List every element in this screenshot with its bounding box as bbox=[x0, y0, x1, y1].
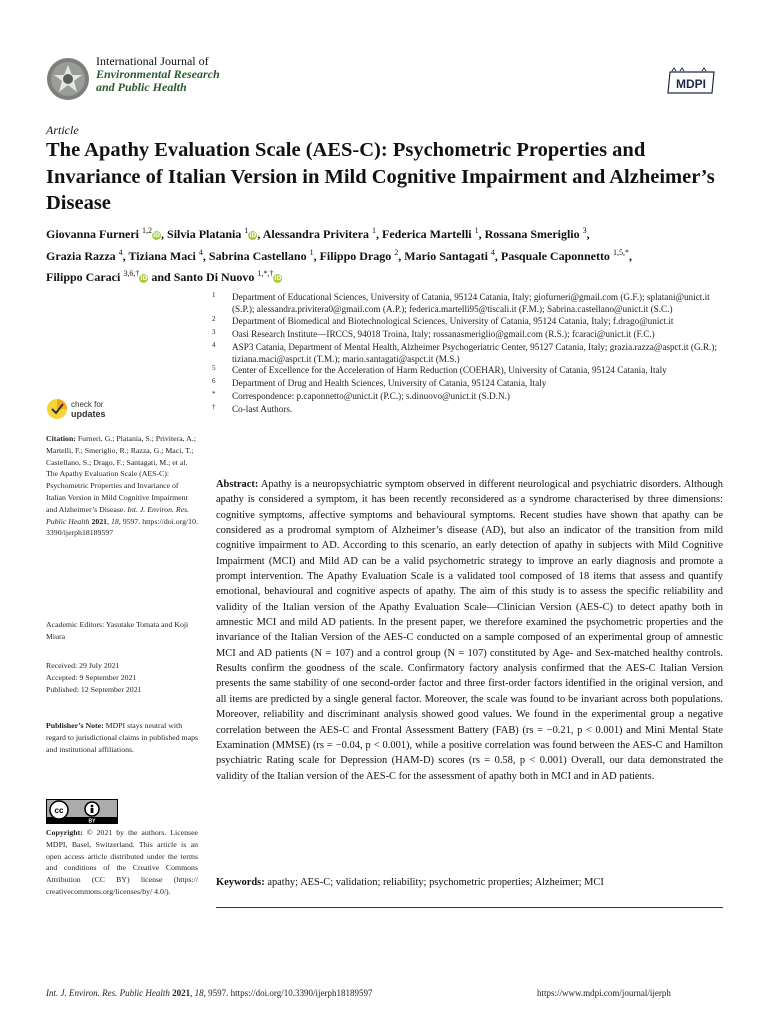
author-name: Rossana Smeriglio bbox=[484, 227, 580, 241]
journal-name bbox=[96, 55, 220, 94]
accepted-date: Accepted: 9 September 2021 bbox=[46, 672, 137, 682]
citation-text: Furneri, G.; Platania, S.; Privitera, A.; Martelli, F.; Smeriglio, R.; Razza, G.; Maci, T.; Castellano, S.; Drago, F.; Santagati, M.; et al. The Apathy Evaluation Scale (AES-C): Psychometric Properties and Invariance of Italian Version in Mild Cognitive Impairment and Alzheimer’s Disease. bbox=[46, 434, 196, 514]
keywords bbox=[216, 876, 723, 890]
footer-volume: 18 bbox=[194, 988, 204, 998]
affiliation-mark: † bbox=[212, 403, 216, 412]
citation-page: 9597. bbox=[122, 516, 141, 526]
affiliation-item bbox=[212, 391, 727, 404]
author-affiliation-marks: 3,6,† bbox=[123, 269, 140, 278]
citation-label: Citation: bbox=[46, 434, 76, 443]
affiliation-text: Department of Drug and Health Sciences, University of Catania, 95124 Catania, Italy bbox=[232, 378, 547, 389]
article-type: Article bbox=[46, 123, 79, 137]
published-date: Published: 12 September 2021 bbox=[46, 684, 142, 694]
affiliation-mark: 2 bbox=[212, 314, 216, 323]
author-affiliation-marks: 2 bbox=[394, 247, 399, 257]
copyright-label: Copyright: bbox=[46, 828, 83, 837]
footer-year: 2021 bbox=[172, 988, 191, 998]
affiliation-text: ASP3 Catania, Department of Mental Health, Alzheimer Psychogeriatric Center, 95127 Catania, Italy; grazia.razza@aspct.it (G.R.); tiziana.maci@aspct.it (T.M.); mario.santagati@aspct.it (M.S.) bbox=[232, 341, 717, 364]
cc-by-label: BY bbox=[88, 818, 96, 824]
author-name: Pasquale Caponnetto bbox=[500, 248, 610, 263]
footer-doi[interactable]: , 9597. https://doi.org/10.3390/ijerph18189597 bbox=[203, 988, 373, 998]
abstract-text: Apathy is a neuropsychiatric symptom observed in different neurological and psychiatric disorders. Although apathy is considered a symptom, it has been recently reconsidered as a syndrome characterised by three dimensions: cognitive symptoms, affective symptoms and behavioural symptoms. Recent studies have shown that apathy can be considered as a prodromal symptom of Alzheimer’s disease (AD), but also an indicator of the transition from mild cognitive impairment to AD. According to this scenario, an early detection of apathy in subjects with Mild Cognitive Impairment (MCI) and Mild AD can be a valid psychometric strategy to improve an early diagnosis and promote a prompt intervention. The Apathy Evaluation Scale is a validated tool composed of 18 items that assess and quantify emotional, behavioural and cognitive aspects of apathy. The aim of this study is to assess the specific reliability and validity of the Italian version of the Apathy Evaluation Scale—Clinician Version (AES-C) to detect apathy both in amnestic MCI and mild AD patients. In the present paper, we therefore examined the psychometric properties and the invariance of the Italian Version of the AES-C conducted on a sample composed of an experimental group of amnestic MCI and AD patients (N = 107) and a control group (N = 107) constituted by Age- and Sex-matched healthy controls. Results confirm the goodness of the scale. Confirmatory factory analysis confirmed that the AES-C Italian Version presents the same stability of one second-order factor and three first-order factors identified in the original version, and all items are predicted by a single general factor. Moreover, the scale was found to be invariant across both populations. Moreover, reliability and discriminant analysis showed good values. We found in the experimental group a negative correlation between the AES-C and Frontal Assessment Battery (FAB) (rs = −0.21, p < 0.001) and Mini Mental State Examination (MMSE) (rs = −0.04, p < 0.001), while a positive correlation was found between the AES-C and Hamilton psychiatric Rating scale for Depression (HAM-D) scores (rs = 0.58, p < 0.001) Overall, our data demonstrated the validity of the Italian version of the AES-C for the assessment of apathy both in MCI and in AD patients. bbox=[216, 479, 723, 782]
author-affiliation-marks: 4 bbox=[118, 247, 123, 257]
check-for-updates-badge[interactable] bbox=[46, 398, 156, 420]
affiliation-item bbox=[212, 342, 727, 366]
keywords-label: Keywords: bbox=[216, 877, 265, 888]
author-name: Filippo Caraci bbox=[46, 270, 121, 284]
author-name: Silvia Platania bbox=[167, 227, 242, 241]
citation-volume: 18 bbox=[110, 516, 119, 526]
paper-title: The Apathy Evaluation Scale (AES-C): Psychometric Properties and Invariance of Italian Version in Mild Cognitive Impairment and Alzheimer’s Disease bbox=[46, 139, 715, 214]
author-affiliation-marks: 1 bbox=[244, 226, 249, 235]
orcid-icon[interactable]: iD bbox=[152, 232, 161, 239]
affiliation-mark: 1 bbox=[212, 291, 216, 299]
author-name: Santo Di Nuovo bbox=[173, 270, 255, 284]
author-name: Giovanna Furneri bbox=[46, 227, 140, 241]
author-affiliation-marks: 4 bbox=[198, 247, 203, 257]
dates-block bbox=[46, 660, 198, 695]
svg-text:cc: cc bbox=[54, 806, 64, 815]
author-name: Sabrina Castellano bbox=[208, 248, 307, 263]
affiliation-text: Co-last Authors. bbox=[232, 404, 293, 415]
author-affiliation-marks: 1,*,† bbox=[257, 269, 274, 278]
author-name: Mario Santagati bbox=[404, 248, 488, 263]
author-name: Grazia Razza bbox=[46, 248, 116, 263]
copyright-block bbox=[46, 827, 198, 898]
editors-text: Academic Editors: Yasutake Tomata and Koji Miura bbox=[46, 620, 189, 641]
citation-year: 2021 bbox=[91, 516, 108, 526]
author-affiliation-marks: 3 bbox=[582, 226, 587, 235]
publisher-note-label: Publisher’s Note: bbox=[46, 721, 104, 730]
affiliation-mark: 5 bbox=[212, 364, 216, 373]
affiliation-text: Department of Educational Sciences, University of Catania, 95124 Catania, Italy; giofurneri@gmail.com (G.F.); splatani@unict.it (S.P.); alessandra.privitera0@gmail.com (A.P.); federica.martelli95@tiscali.it (F.M.); Sabrina.castellano@unict.it (S.C.) bbox=[232, 292, 710, 314]
copyright-text: © 2021 by the authors. Licensee MDPI, Basel, Switzerland. This article is an open access article distributed under the terms and conditions of the Creative Commons Attribution (CC BY) license (https:// creativecommons.org/licenses/by/ 4.0/). bbox=[46, 828, 198, 896]
journal-logo-icon bbox=[46, 57, 90, 101]
citation-block: Citation: Furneri, G.; Platania, S.; Privitera, A.; Martelli, F.; Smeriglio, R.; Razza, G.; Maci, T.; Castellano, S.; Drago, F.; Santagati, M.; et al. The Apathy Evaluation Scale (AES-C): Psychometric Properties and Invariance of Italian Version in Mild Cognitive Impairment and Alzheimer’s Disease. Int. J. Environ. Res. Public Health 2021, 18, 9597. https://doi.org/10.3390/ijerph18189597 bbox=[46, 434, 198, 538]
author-affiliation-marks: 4 bbox=[490, 247, 495, 257]
author-name: Tiziana Maci bbox=[128, 248, 196, 263]
check-updates-line1: check for bbox=[71, 400, 104, 409]
affiliation-item bbox=[212, 329, 727, 342]
author-name: Alessandra Privitera bbox=[262, 227, 370, 241]
author-affiliation-marks: 1,2 bbox=[142, 226, 153, 235]
mdpi-logo-icon bbox=[666, 67, 718, 94]
affiliation-item bbox=[212, 404, 727, 417]
abstract-label: Abstract: bbox=[216, 479, 259, 490]
abstract bbox=[216, 477, 723, 784]
affiliation-item bbox=[212, 365, 727, 378]
affiliation-text: Oasi Research Institute—IRCCS, 94018 Troina, Italy; rossanasmeriglio@gmail.com (R.S.); fcaraci@unict.it (F.C.) bbox=[232, 328, 655, 339]
section-divider bbox=[216, 907, 723, 908]
mdpi-logo-text: MDPI bbox=[676, 77, 706, 91]
author-name: Federica Martelli bbox=[382, 227, 472, 241]
affiliation-text: Department of Biomedical and Biotechnological Sciences, University of Catania, 95124 Catania, Italy; f.drago@unict.it bbox=[232, 315, 674, 326]
affiliation-text: Center of Excellence for the Acceleration of Harm Reduction (COEHAR), University of Catania, 95124 Catania, Italy bbox=[232, 365, 667, 376]
cc-by-license-badge[interactable] bbox=[46, 799, 118, 824]
affiliation-item bbox=[212, 316, 727, 329]
publisher-note bbox=[46, 720, 198, 755]
affiliation-mark: * bbox=[212, 390, 216, 399]
citation-doi-link[interactable]: https://doi.org/10.3390/ijerph18189597 bbox=[46, 516, 198, 538]
publisher-note-text: MDPI stays neutral with regard to jurisdictional claims in published maps and institutional affiliations. bbox=[46, 721, 199, 754]
author-affiliation-marks: 1 bbox=[474, 226, 479, 235]
footer-journal-url[interactable]: https://www.mdpi.com/journal/ijerph bbox=[537, 988, 671, 998]
affiliation-mark: 4 bbox=[212, 340, 216, 349]
citation-journal: Int. J. Environ. Res. Public Health bbox=[46, 504, 190, 526]
affiliation-text: Correspondence: p.caponnetto@unict.it (P.C.); s.dinuovo@unict.it (S.D.N.) bbox=[232, 391, 510, 402]
author-name: Filippo Drago bbox=[319, 248, 392, 263]
orcid-icon[interactable]: iD bbox=[249, 232, 257, 239]
check-updates-line2: updates bbox=[71, 409, 106, 419]
orcid-icon[interactable]: iD bbox=[274, 275, 282, 282]
affiliation-mark: 3 bbox=[212, 327, 216, 336]
affiliation-item bbox=[212, 378, 727, 391]
author-affiliation-marks: 1 bbox=[309, 247, 314, 257]
author-affiliation-marks: 1 bbox=[372, 226, 377, 235]
author-list: Giovanna Furneri $^{1,2}$iD, Silvia Platania $^1$iD, Alessandra Privitera $^1$, Federica Martelli $^1$, Rossana Smeriglio $^3$, Grazia Razza $^4$, Tiziana Maci $^4$, Sabrina Castellano $^1$, Filippo Drago $^2$, Mario Santagati $^4$, Pasquale Caponnetto $^{1,5,*}$, Filippo Caraci $^{3,6,\dagger}$iD and Santo Di Nuovo $^{1,*,\dagger}$iD bbox=[46, 226, 632, 284]
received-date: Received: 29 July 2021 bbox=[46, 661, 120, 670]
journal-name-line2: Environmental Research bbox=[96, 67, 220, 81]
journal-name-line3: and Public Health bbox=[96, 80, 187, 94]
affiliation-item bbox=[212, 292, 727, 316]
orcid-icon[interactable]: iD bbox=[140, 275, 148, 282]
author-affiliation-marks: 1,5,* bbox=[612, 247, 629, 257]
affiliation-mark: 6 bbox=[212, 377, 216, 386]
footer-journal: Int. J. Environ. Res. Public Health bbox=[46, 988, 170, 998]
keywords-text: apathy; AES-C; validation; reliability; psychometric properties; Alzheimer; MCI bbox=[267, 877, 604, 888]
footer-citation: Int. J. Environ. Res. Public Health 2021, 18, 9597. https://doi.org/10.3390/ijerph18189597 bbox=[46, 988, 373, 998]
journal-name-line1: International Journal of bbox=[96, 54, 209, 68]
affiliations-list bbox=[212, 292, 727, 417]
academic-editors bbox=[46, 619, 198, 643]
